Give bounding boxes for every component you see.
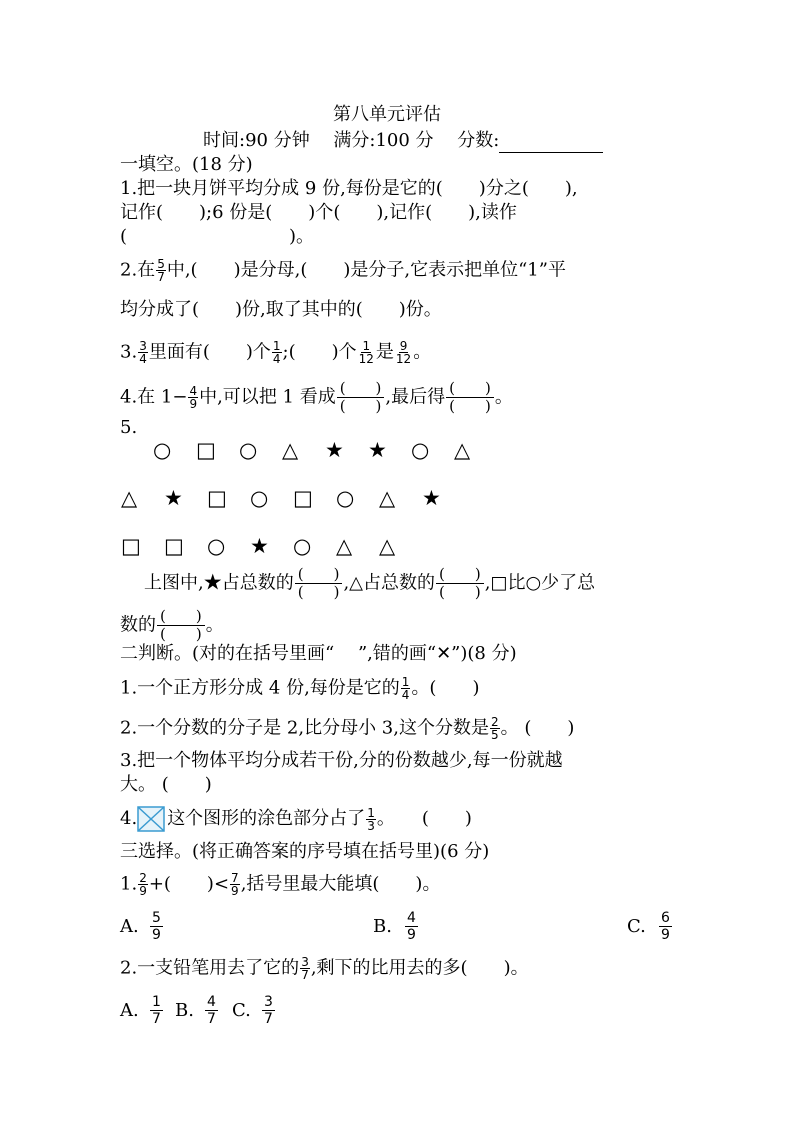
numerator: 7	[231, 871, 239, 885]
text: 。( )	[411, 677, 480, 699]
numerator: 1	[152, 994, 161, 1010]
s3-q1-option-c[interactable]	[627, 908, 677, 948]
shape-triangle: △	[336, 534, 353, 558]
text: 。	[413, 341, 432, 363]
s1-q1-line1: 1.把一块月饼平均分成 9 份,每份是它的( )分之( ),	[120, 178, 578, 199]
text: 。	[494, 386, 513, 408]
text: 3.	[120, 341, 138, 363]
section-3-heading: 三选择。(将正确答案的序号填在括号里)(6 分)	[120, 841, 490, 862]
numerator: 3	[301, 955, 309, 969]
fraction	[188, 385, 198, 410]
shape-circle: ○	[207, 534, 226, 558]
option-fraction	[262, 994, 275, 1027]
text: 这个图形的涂色部分占了	[167, 808, 366, 829]
denominator: ( )	[160, 625, 202, 643]
denominator: 4	[272, 352, 281, 366]
shape-circle: ○	[293, 534, 312, 558]
numerator: ( )	[295, 566, 343, 584]
text: 上图中,★占总数的	[144, 572, 294, 594]
shape-row-2	[0, 486, 793, 510]
denominator: ( )	[297, 583, 340, 601]
fraction	[156, 258, 166, 283]
s3-q2	[120, 956, 529, 981]
option-label: A.	[120, 1000, 139, 1021]
option-label: B.	[373, 916, 392, 937]
s1-q2-line1	[120, 258, 566, 283]
numerator: ( )	[157, 608, 205, 626]
text: 是	[375, 341, 394, 363]
blank-fraction	[295, 566, 343, 601]
shape-circle: ○	[239, 438, 258, 462]
numerator: 3	[139, 339, 147, 353]
exam-info	[203, 129, 603, 153]
shape-square: □	[164, 534, 184, 558]
s2-q2	[120, 716, 574, 741]
s3-q1	[120, 872, 440, 897]
text: ,剩下的比用去的多( )。	[310, 957, 529, 979]
denominator: 5	[490, 728, 499, 742]
option-fraction	[659, 910, 672, 943]
text: 2.一支铅笔用去了它的	[120, 957, 300, 979]
denominator: 12	[395, 352, 412, 366]
denominator: 3	[367, 818, 375, 833]
shape-triangle: △	[282, 438, 299, 462]
s2-q1	[120, 676, 479, 701]
shape-circle: ○	[250, 486, 269, 510]
text: 中,( )是分母,( )是分子,它表示把单位“1”平	[166, 259, 566, 281]
text: 4.在 1−	[120, 386, 188, 408]
shape-star: ★	[250, 534, 269, 558]
exam-info-text: 时间:90 分钟 满分:100 分 分数:	[203, 130, 500, 151]
denominator: 4	[139, 352, 147, 366]
numerator: ( )	[337, 380, 385, 398]
denominator: 9	[152, 927, 161, 943]
s3-q2-option-a[interactable]	[120, 992, 170, 1032]
s1-q5-number: 5.	[120, 417, 138, 438]
s1-q1-line3: ( )。	[120, 226, 315, 247]
shape-row-1	[0, 438, 793, 462]
shape-star: ★	[164, 486, 183, 510]
text: ,括号里最大能填( )。	[240, 873, 441, 895]
s1-q1-line2: 记作( );6 份是( )个( ),记作( ),读作	[120, 202, 517, 223]
text: ,□比○少了总	[484, 572, 596, 594]
shape-square: □	[121, 534, 141, 558]
numerator: 6	[661, 910, 670, 926]
s1-q3	[120, 340, 431, 365]
option-fraction	[150, 910, 163, 943]
text: 1.	[120, 873, 138, 895]
denominator: 7	[152, 1011, 161, 1027]
s3-q2-option-b[interactable]	[175, 992, 225, 1032]
s3-q1-option-b[interactable]	[373, 908, 423, 948]
denominator: 7	[301, 968, 309, 982]
option-label: A.	[120, 916, 139, 937]
fraction	[358, 340, 375, 365]
text: ,最后得	[385, 386, 446, 408]
s3-q1-option-a[interactable]	[120, 908, 170, 948]
s1-q2-line2: 均分成了( )份,取了其中的( )份。	[120, 299, 442, 320]
text: 数的	[120, 614, 156, 636]
shape-square: □	[207, 486, 227, 510]
option-label: B.	[175, 1000, 194, 1021]
option-fraction	[405, 910, 418, 943]
numerator: 1	[401, 675, 410, 689]
numerator: 1	[362, 339, 371, 353]
text: 。 ( )	[500, 717, 575, 739]
numerator: 4	[189, 384, 198, 398]
numerator: ( )	[436, 566, 484, 584]
shape-triangle: △	[379, 486, 396, 510]
shape-square: □	[293, 486, 313, 510]
denominator: 4	[401, 688, 410, 702]
numerator: 4	[207, 994, 216, 1010]
numerator: 2	[490, 715, 499, 729]
option-label: C.	[232, 1000, 251, 1021]
numerator: 2	[139, 871, 147, 885]
fraction	[138, 872, 148, 897]
denominator: 9	[231, 884, 239, 898]
s2-q3-line2: 大。 ( )	[120, 774, 212, 795]
crossed-square-figure	[137, 806, 165, 832]
fraction	[138, 340, 148, 365]
numerator: 1	[367, 805, 375, 820]
denominator: 12	[358, 352, 374, 366]
fraction	[300, 956, 310, 981]
denominator: ( )	[439, 583, 481, 601]
shape-square: □	[196, 438, 216, 462]
score-blank	[499, 134, 603, 153]
denominator: 9	[189, 397, 198, 411]
denominator: 9	[407, 927, 416, 943]
s2-q3-line1: 3.把一个物体平均分成若干份,分的份数越少,每一份就越	[120, 750, 563, 771]
text: 2.在	[120, 259, 156, 281]
s2-q4	[120, 806, 472, 832]
shape-triangle: △	[121, 486, 138, 510]
fraction	[366, 807, 376, 832]
numerator: 5	[152, 910, 161, 926]
s1-q5-line1	[144, 566, 595, 601]
fraction	[230, 872, 240, 897]
shape-star: ★	[325, 438, 344, 462]
shape-circle: ○	[411, 438, 430, 462]
blank-fraction	[157, 608, 205, 643]
page-title: 第八单元评估	[333, 104, 441, 125]
text: ,△占总数的	[343, 572, 436, 594]
s1-q4	[120, 380, 513, 415]
numerator: ( )	[446, 380, 494, 398]
section-2-heading: 二判断。(对的在括号里画“ ”,错的画“✕”)(8 分)	[120, 643, 517, 664]
s1-q5-line2	[120, 608, 224, 643]
shape-circle: ○	[153, 438, 172, 462]
shape-star: ★	[368, 438, 387, 462]
option-fraction	[205, 994, 218, 1027]
numerator: 9	[399, 339, 408, 353]
fraction	[272, 340, 282, 365]
shape-star: ★	[422, 486, 441, 510]
text: 1.一个正方形分成 4 份,每份是它的	[120, 677, 400, 699]
blank-fraction	[337, 380, 385, 415]
denominator: 7	[157, 270, 165, 284]
denominator: ( )	[339, 397, 382, 415]
shape-circle: ○	[336, 486, 355, 510]
s3-q2-option-c[interactable]	[232, 992, 282, 1032]
denominator: 7	[264, 1011, 273, 1027]
text: 里面有( )个	[148, 341, 271, 363]
fraction	[395, 340, 412, 365]
text: +( )<	[148, 873, 230, 895]
numerator: 4	[407, 910, 416, 926]
fraction	[490, 716, 500, 741]
denominator: ( )	[449, 397, 491, 415]
text: 中,可以把 1 看成	[199, 386, 336, 408]
blank-fraction	[436, 566, 484, 601]
text: ;( )个	[282, 341, 357, 363]
shape-triangle: △	[454, 438, 471, 462]
fraction	[401, 676, 411, 701]
section-1-heading: 一填空。(18 分)	[120, 154, 253, 175]
option-label: C.	[627, 916, 646, 937]
numerator: 5	[157, 257, 165, 271]
denominator: 9	[661, 927, 670, 943]
text: 。 ( )	[376, 808, 472, 829]
numerator: 1	[272, 339, 281, 353]
blank-fraction	[446, 380, 494, 415]
denominator: 7	[207, 1011, 216, 1027]
shape-row-3	[0, 534, 793, 558]
shape-triangle: △	[379, 534, 396, 558]
text: 2.一个分数的分子是 2,比分母小 3,这个分数是	[120, 717, 489, 739]
option-fraction	[150, 994, 163, 1027]
text: 4.	[120, 808, 138, 829]
denominator: 9	[139, 884, 147, 898]
numerator: 3	[264, 994, 273, 1010]
text: 。	[205, 614, 224, 636]
